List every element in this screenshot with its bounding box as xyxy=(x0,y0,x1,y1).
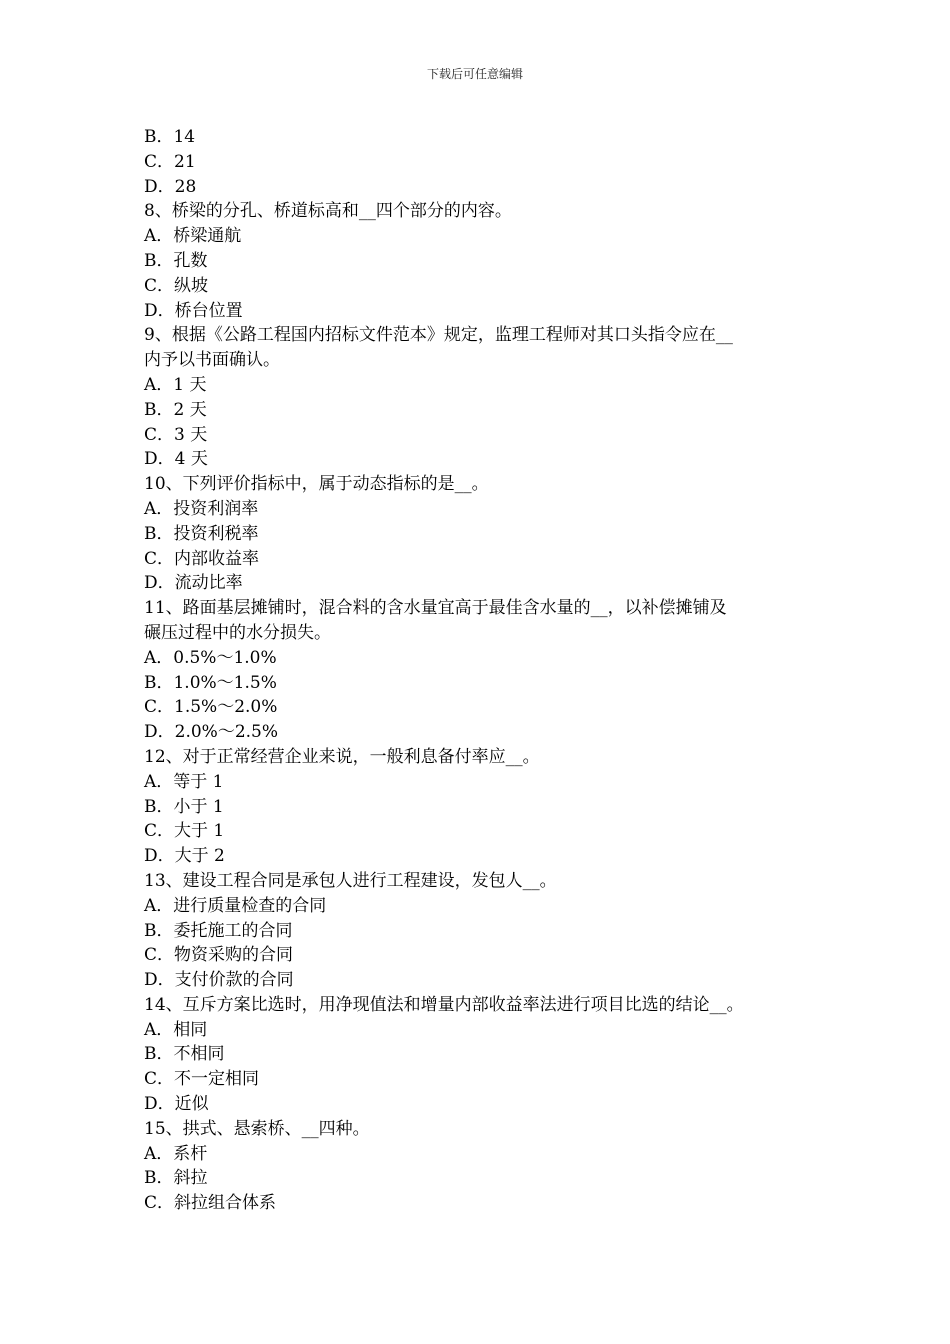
text-line: A．系杆 xyxy=(144,1143,208,1164)
page-header: 下载后可任意编辑 xyxy=(426,67,523,81)
text-line: 内予以书面确认。 xyxy=(144,350,280,371)
text-line: A．1 天 xyxy=(144,374,207,395)
text-line: B．不相同 xyxy=(144,1044,225,1065)
text-line: 11、路面基层摊铺时，混合料的含水量宜高于最佳含水量的__，以补偿摊铺及 xyxy=(144,598,727,619)
text-line: D．近似 xyxy=(144,1094,209,1115)
text-line: D．28 xyxy=(144,176,197,197)
text-line: B．孔数 xyxy=(144,250,208,271)
text-line: A．相同 xyxy=(144,1019,208,1040)
text-line: 15、拱式、悬索桥、__四种。 xyxy=(144,1118,370,1139)
text-line: 9、根据《公路工程国内招标文件范本》规定，监理工程师对其口头指令应在__ xyxy=(144,325,733,346)
text-line: C．内部收益率 xyxy=(144,548,260,569)
text-line: A．进行质量检查的合同 xyxy=(144,895,327,916)
text-line: D．4 天 xyxy=(144,449,208,470)
text-line: 12、对于正常经营企业来说，一般利息备付率应__。 xyxy=(144,746,540,767)
text-line: C．21 xyxy=(144,151,196,172)
text-line: A．桥梁通航 xyxy=(144,226,242,247)
text-line: C．大于 1 xyxy=(144,821,225,842)
text-line: B．小于 1 xyxy=(144,796,224,817)
text-line: 14、互斥方案比选时，用净现值法和增量内部收益率法进行项目比选的结论__。 xyxy=(144,994,744,1015)
text-line: C．物资采购的合同 xyxy=(144,945,294,966)
text-line: C．1.5%～2.0% xyxy=(144,697,278,718)
text-line: D．桥台位置 xyxy=(144,300,243,321)
document-body xyxy=(144,125,816,1216)
text-line: 10、下列评价指标中，属于动态指标的是__。 xyxy=(144,474,489,495)
text-line: C．不一定相同 xyxy=(144,1069,260,1090)
text-line: B．14 xyxy=(144,127,196,147)
text-line: C．3 天 xyxy=(144,424,208,445)
text-line: 8、桥梁的分孔、桥道标高和__四个部分的内容。 xyxy=(144,201,512,222)
text-line: 13、建设工程合同是承包人进行工程建设，发包人__。 xyxy=(144,870,557,891)
text-line: B．2 天 xyxy=(144,399,207,420)
text-line: C．纵坡 xyxy=(144,275,209,296)
text-line: B．1.0%～1.5% xyxy=(144,672,277,693)
text-line: A．0.5%～1.0% xyxy=(144,647,277,668)
text-line: A．投资利润率 xyxy=(144,498,259,519)
text-line: D．2.0%～2.5% xyxy=(144,722,279,743)
text-line: B．委托施工的合同 xyxy=(144,920,293,941)
text-line: A．等于 1 xyxy=(144,771,224,792)
text-line: 碾压过程中的水分损失。 xyxy=(144,622,331,643)
text-line: B．投资利税率 xyxy=(144,523,259,544)
text-line: C．斜拉组合体系 xyxy=(144,1193,277,1214)
text-line: D．流动比率 xyxy=(144,573,243,594)
text-line: D．大于 2 xyxy=(144,846,225,867)
text-line: B．斜拉 xyxy=(144,1168,208,1189)
text-line: D．支付价款的合同 xyxy=(144,970,294,991)
